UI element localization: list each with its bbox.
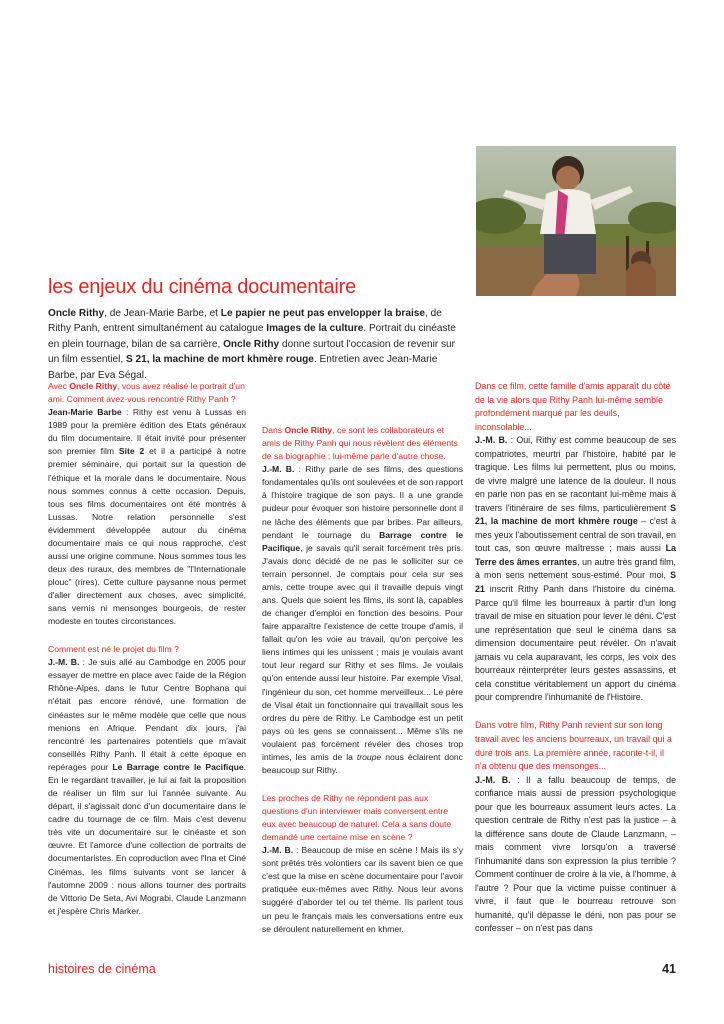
interview-answer: J.-M. B. : Rithy parle de ses films, des questions fondamentales qu'ils ont soulevées et de son rapport à l'histoire tragique de son pays. Il a une grande pudeur pour évoquer son histoire personnelle dont il ne lâche des éléments que par bribes. Par ailleurs, pendant le tournage du Barrage contre le Pacifique, je savais qu'il serait forcément très pris. J'avais donc décidé de ne pas le solliciter sur ce terrain personnel. Je comptais pour cela sur ses amis, cette troupe avec qui il travaille depuis vingt ans. Quels que soient les films, ils sont là, capables de changer d'emploi en fonction des besoins. Pour faire apparaître l'existence de cette troupe d'amis, il fallait qu'on les voie au travail, qu'on perçoive les liens intimes qui les unissent ; mais je voulais avant tout leur regard sur Rithy et ses films. Je voulais qu'on entende aussi leur histoire. Par exemple Visal, l'ingénieur du son, cet homme merveilleux... Le père de Visal était un fonctionnaire qui travaillait sous les ordres du père de Rithy. Le Cambodge est un petit pays où les gens se connaissent... Même s'ils ne voulaient pas forcément révéler des choses trop intimes, les amis de la troupe nous éclairent donc beaucoup sur Rithy.	[262, 464, 463, 776]
footer-section-name: histoires de cinéma	[48, 962, 156, 976]
interview-question: Dans votre film, Rithy Panh revient sur son long travail avec les anciens bourreaux, un travail qui a duré trois ans. La première année, raconte-t-il, il n'a obtenu que des mensonges...	[475, 720, 672, 772]
page-number: 41	[662, 962, 676, 976]
interview-question: Dans Oncle Rithy, ce sont les collaborateurs et amis de Rithy Panh qui nous révèlent des éléments de sa biographie ; lui-même parle d'autre chose.	[262, 425, 458, 462]
interview-question: Avec Oncle Rithy, vous avez réalisé le portrait d'un ami. Comment avez-vous rencontré Rithy Panh ?	[48, 381, 245, 405]
interview-answer: J.-M. B. : Je suis allé au Cambodge en 2005 pour essayer de mettre en place avec l'aide de la Région Rhône-Alpes, dans le futur Centre Bophana qui n'était pas encore rénové, une formation de cinéastes sur le même modèle que celle que nous menions en Afrique. Pendant dix jours, j'ai rencontré les partenaires potentiels que m'avait conseillés Rithy Panh. Il était à cette époque en repérages pour Le Barrage contre le Pacifique. En le regardant travailler, je lui ai fait la proposition de réaliser un film sur lui l'année suivante. Au départ, il s'agissait donc d'un documentaire dans le cadre du tournage de ce film. Mais c'est devenu très vite un documentaire sur le cinéaste et son œuvre. Et l'amorce d'une collection de portraits de documentaristes. En coproduction avec l'Ina et Ciné Cinémas, les films suivants vont se lancer à l'automne 2009 : nous allons tourner des portraits de Vittorio De Seta, Avi Mograbi, Claude Lanzmann et j'espère Chris Marker.	[48, 657, 247, 916]
interview-question: Dans ce film, cette famille d'amis apparaît du côté de la vie alors que Rithy Panh lui-même semble profondément marqué par les deuils, inconsolable...	[475, 381, 671, 432]
article-title: les enjeux du cinéma documentaire	[48, 276, 357, 298]
article-intro: Oncle Rithy, de Jean-Marie Barbe, et Le papier ne peut pas envelopper la braise, de Rithy Panh, entrent simultanément au catalogue Images de la culture. Portrait du cinéaste en plein tournage, bilan de sa carrière, Oncle Rithy donne surtout l'occasion de revenir sur un film essentiel, S 21, la machine de mort khmère rouge. Entretien avec Jean-Marie Barbe, par Eva Ségal.	[48, 308, 456, 381]
interview-question: Les proches de Rithy ne répondent pas aux questions d'un interviewer mais conversent entre eux avec beaucoup de naturel. Cela a sans doute demandé une certaine mise en scène ?	[262, 792, 452, 843]
article-column-1	[48, 380, 246, 918]
interview-answer: Jean-Marie Barbe : Rithy est venu à Lussas en 1989 pour la première édition des Etats généraux du film documentaire. Il était invité pour présenter son premier film Site 2 et il a participé à notre premier séminaire, qui portait sur la question de l'éthique et la morale dans le documentaire. Nous nous sommes connus à cette occasion. Depuis, tous ses films documentaires ont été montrés à Lussas. Notre relation personnelle s'est évidemment développée autour du cinéma documentaire mais ce qui nous rapproche, c'est aussi une origine commune. Nous sommes tous les deux des ruraux, des membres de "l'Internationale plouc" (rires). Cette culture paysanne nous permet d'aller directement aux choses, avec simplicité, sans vernis ni mensonges bourgeois, de rester modeste en toutes circonstances.	[48, 407, 246, 627]
photo-illustration	[476, 146, 676, 296]
interview-question: Comment est né le projet du film ?	[48, 644, 179, 655]
interview-answer: J.-M. B. : Oui, Rithy est comme beaucoup de ses compatriotes, meurtri par l'histoire, habité par le tragique. Les films lui permettent, plus ou moins, de vivre malgré une latence de la douleur. Il nous en parle non pas en se racontant lui-même mais à travers l'itinéraire de ses films, particulièrement S 21, la machine de mort khmère rouge – c'est à mes yeux l'aboutissement central de son travail, en tout cas, son œuvre maîtresse ; mais aussi La Terre des âmes errantes, un autre très grand film, à mon sens nettement sous-estimé. Pour moi, S 21 inscrit Rithy Panh dans l'histoire du cinéma. Parce qu'il filme les bourreaux à partir d'un long travail de mise en situation pour lever le déni. C'est une représentation que seul le cinéma dans sa dimension documentaire peut révéler. On n'avait jamais vu cela auparavant, les corps, les voix des bourreaux réinterpréter leurs gestes assassins, et cela constitue véritablement un apport du cinéma pour comprendre l'inhumanité de l'Histoire.	[475, 435, 677, 703]
article-column-3	[475, 380, 676, 936]
article-photo	[476, 146, 676, 296]
interview-answer: J.-M. B. : Il a fallu beaucoup de temps, de confiance mais aussi de pression psychologique pour que les bourreaux assument leurs actes. La question centrale de Rithy n'est pas la justice – à la différence sans doute de Claude Lanzmann, – mais comment vivre lorsqu'on a traversé l'inhumanité dans son expression la plus terrible ? Comment continuer de croire à la vie, à l'homme, à l'autre ? Pour que la victime puisse continuer à vivre, il faut que le bourreau retrouve son humanité, qu'il dépasse le déni, non pas pour se confesser – on n'est pas dans	[475, 774, 676, 934]
article-column-2	[262, 380, 463, 936]
interview-answer: J.-M. B. : Beaucoup de mise en scène ! Mais ils s'y sont prêtés très volontiers car ils savent bien ce que c'est que la mise en scène documentaire pour l'avoir pratiquée eux-mêmes avec Rithy. Nous leur avons suggéré d'aborder tel ou tel thème. Ils parlent tous un peu le français mais les conversations entre eux se déroulent naturellement en khmer.	[262, 845, 463, 934]
